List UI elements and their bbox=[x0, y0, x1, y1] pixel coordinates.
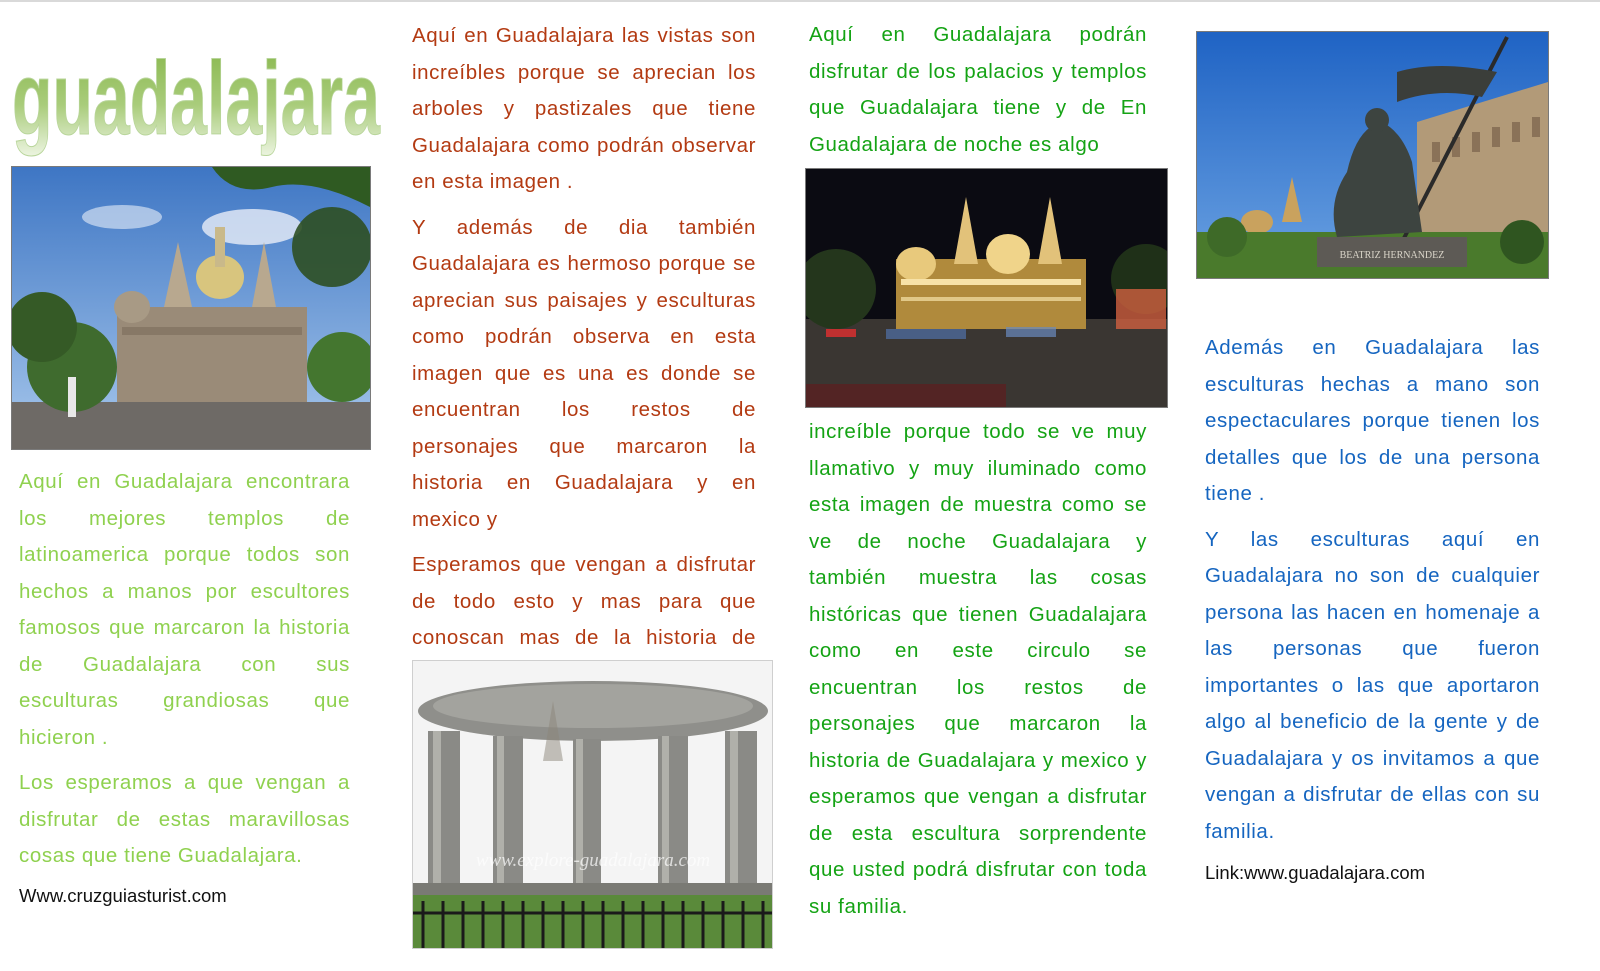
col4-paragraph: Y las esculturas aquí en Guadalajara no son de cualquier persona las hacen en homenaje a las personas que fueron importantes o las que aportaron algo al beneficio de la gente y de Guadalajara y os invitamos a que vengan a disfrutar de ellas con su familia. bbox=[1205, 527, 1540, 843]
col1-website-link[interactable]: Www.cruzguiasturist.com bbox=[19, 885, 227, 906]
top-border bbox=[0, 0, 1600, 2]
col4-website-link[interactable]: Link:www.guadalajara.com bbox=[1205, 862, 1426, 883]
col1-text bbox=[19, 464, 350, 875]
title-wordart-svg bbox=[8, 30, 388, 165]
title-wordart bbox=[8, 30, 388, 165]
col3-paragraph: increíble porque todo se ve muy llamativo y muy iluminado como esta imagen de muestra como se ve de noche Guadalajara y también muestra las cosas históricas que tienen Guadalajara como en este circulo se encuentran los restos de personajes que marcaron la historia de Guadalajara y mexico y esperamos que vengan a disfrutar de esta escultura sorprendente que usted podrá disfrutar con toda su familia. bbox=[809, 420, 1147, 918]
col1-paragraph: Aquí en Guadalajara encontrara los mejores templos de latinoamerica porque todos son hechos a manos por escultores famosos que marcaron la historia de Guadalajara con sus esculturas grandiosas que hicieron . bbox=[19, 470, 350, 749]
col3-text-top bbox=[809, 17, 1147, 163]
col2-paragraph: Aquí en Guadalajara las vistas son increíbles porque se aprecian los arboles y pastizales que tiene Guadalajara como podrán observar en esta imagen . bbox=[412, 24, 756, 193]
col2-text bbox=[412, 18, 756, 693]
col4-paragraph: Además en Guadalajara las esculturas hechas a mano son espectaculares porque tienen los detalles que los de una persona tiene . bbox=[1205, 336, 1540, 505]
cathedral-night-photo bbox=[805, 168, 1168, 408]
statue-photo bbox=[1196, 31, 1549, 279]
rotonda-watermark: www.explore-guadalajara.com bbox=[475, 850, 711, 871]
col2-paragraph: Esperamos que vengan a disfrutar de todo esto y mas para que conoscan mas de la historia de bbox=[412, 553, 756, 649]
title-wordart-text: guadalajara bbox=[12, 41, 381, 157]
statue-plaque-text: BEATRIZ HERNANDEZ bbox=[1339, 250, 1445, 261]
rotonda-photo bbox=[412, 660, 773, 949]
col4-text bbox=[1205, 330, 1540, 850]
col3-text-bottom bbox=[809, 414, 1147, 925]
col3-paragraph: Aquí en Guadalajara podrán disfrutar de los palacios y templos que Guadalajara tiene y de En Guadalajara de noche es algo bbox=[809, 23, 1147, 156]
col1-paragraph: Los esperamos a que vengan a disfrutar de estas maravillosas cosas que tiene Guadalajara. bbox=[19, 771, 350, 867]
col2-paragraph: Y además de dia también Guadalajara es hermoso porque se aprecian sus paisajes y esculturas como podrán observa en esta imagen que es una es donde se encuentran los restos de personajes que marcaron la historia en Guadalajara y en mexico y bbox=[412, 215, 756, 531]
cathedral-day-photo bbox=[11, 166, 371, 450]
